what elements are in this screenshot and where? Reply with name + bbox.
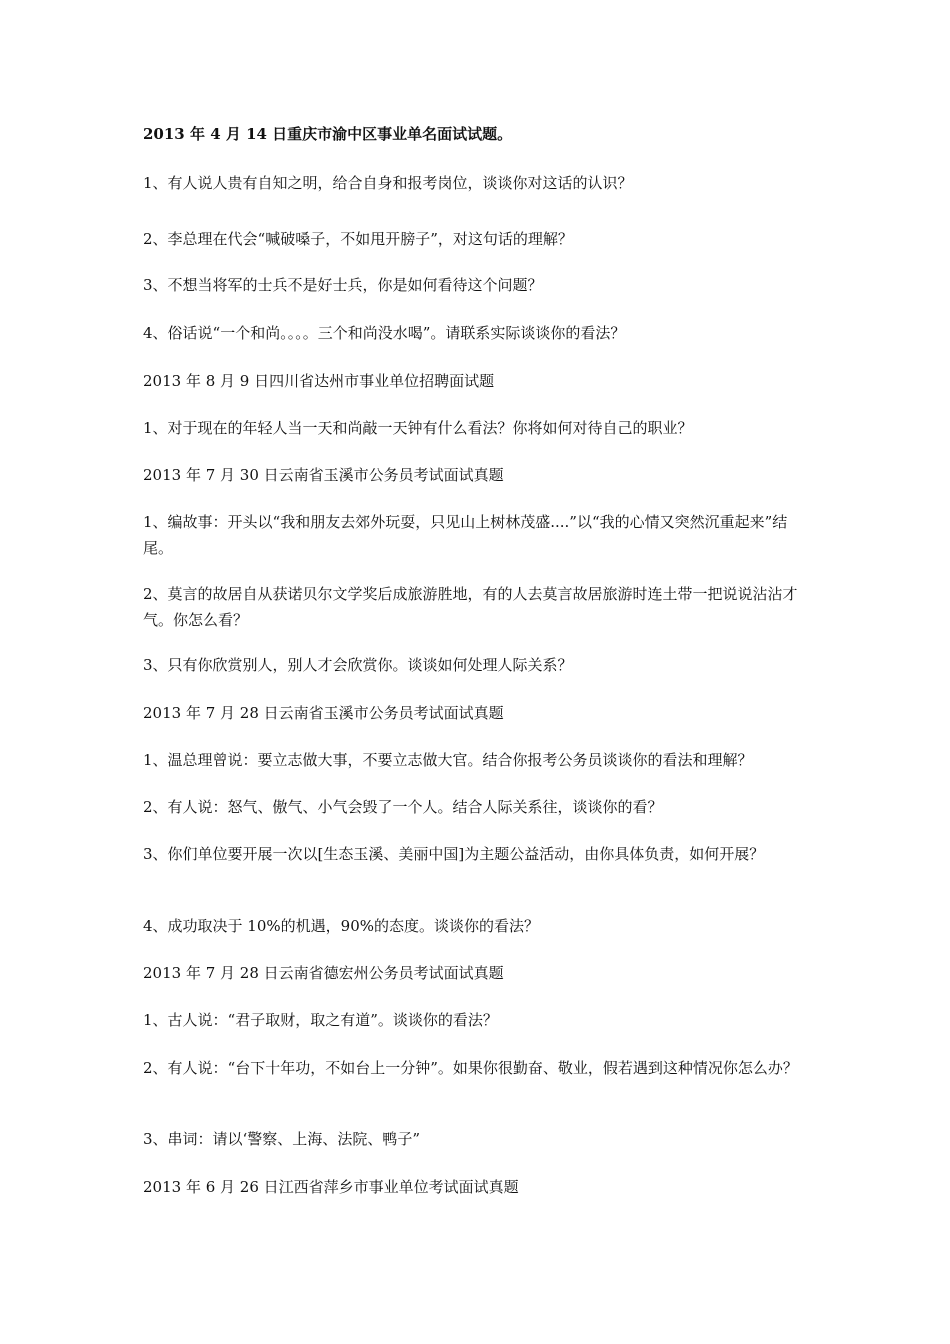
question-paragraph: 4、俗话说“一个和尚。。。。三个和尚没水喝”。请联系实际谈谈你的看法？: [143, 324, 626, 342]
question-paragraph: 3、不想当将军的士兵不是好士兵，你是如何看待这个问题？: [143, 276, 543, 294]
question-paragraph: 3、串词：请以‘警察、上海、法院、鸭子”: [143, 1130, 420, 1148]
question-paragraph: 1、对于现在的年轻人当一天和尚敲一天钟有什么看法？你将如何对待自己的职业？: [143, 419, 693, 437]
section-heading-dehong: 2013 年 7 月 28 日云南省德宏州公务员考试面试真题: [143, 964, 504, 982]
question-paragraph: 2、莫言的故居自从获诺贝尔文学奖后成旅游胜地，有的人去莫言故居旅游时连土带一把说说沾沾才气。你怎么看？: [143, 585, 798, 629]
question-paragraph: 3、你们单位要开展一次以[生态玉溪、美丽中国]为主题公益活动，由你具体负责，如何开展？: [143, 845, 765, 863]
question-paragraph: 2、有人说：怒气、傲气、小气会毁了一个人。结合人际关系往，谈谈你的看？: [143, 798, 663, 816]
question-paragraph: 2、有人说：“台下十年功，不如台上一分钟”。如果你很勤奋、敬业，假若遇到这种情况你怎么办？: [143, 1059, 798, 1077]
section-heading-yuxi-0728: 2013 年 7 月 28 日云南省玉溪市公务员考试面试真题: [143, 704, 504, 722]
question-paragraph: 1、有人说人贵有自知之明，给合自身和报考岗位，谈谈你对这话的认识？: [143, 174, 633, 192]
question-paragraph: 1、编故事：开头以“我和朋友去郊外玩耍，只见山上树林茂盛....”以“我的心情又突然沉重起来”结尾。: [143, 513, 788, 557]
question-paragraph: 1、温总理曾说：要立志做大事，不要立志做大官。结合你报考公务员谈谈你的看法和理解？: [143, 751, 753, 769]
question-paragraph: 4、成功取决于 10%的机遇，90%的态度。谈谈你的看法？: [143, 917, 539, 935]
section-heading-chongqing: 2013 年 4 月 14 日重庆市渝中区事业单名面试试题。: [143, 125, 513, 143]
section-heading-yuxi-0730: 2013 年 7 月 30 日云南省玉溪市公务员考试面试真题: [143, 466, 504, 484]
question-paragraph: 1、古人说：“君子取财，取之有道”。谈谈你的看法？: [143, 1011, 498, 1029]
section-heading-pingxiang: 2013 年 6 月 26 日江西省萍乡市事业单位考试面试真题: [143, 1178, 519, 1196]
question-paragraph: 2、李总理在代会“喊破嗓子，不如甩开膀子”，对这句话的理解？: [143, 230, 573, 248]
question-paragraph: 3、只有你欣赏别人，别人才会欣赏你。谈谈如何处理人际关系？: [143, 656, 573, 674]
section-heading-dazhou: 2013 年 8 月 9 日四川省达州市事业单位招聘面试题: [143, 372, 495, 390]
